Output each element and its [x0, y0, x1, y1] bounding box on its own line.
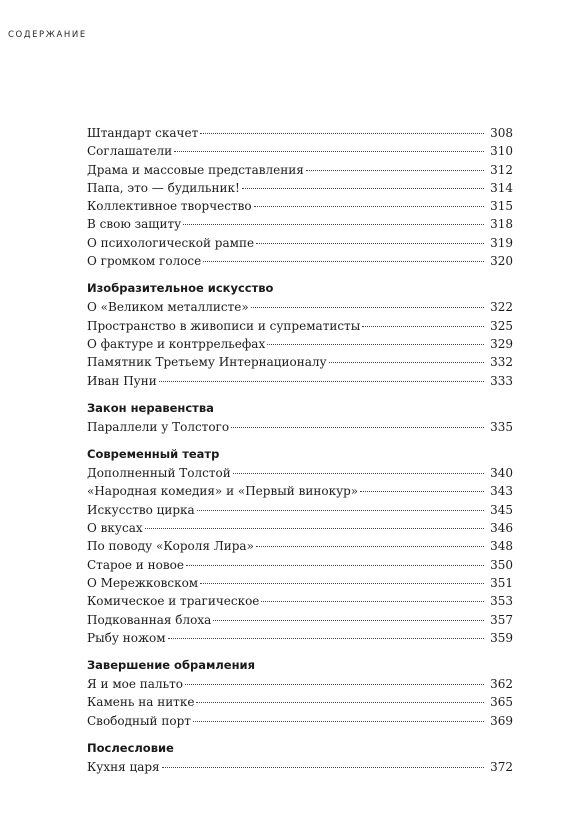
page-number: 333	[490, 373, 513, 388]
dot-leader	[233, 473, 484, 474]
dot-leader	[254, 206, 485, 207]
entry-title: Папа, это — будильник!	[87, 180, 240, 195]
toc-section	[87, 656, 513, 730]
dot-leader	[174, 151, 484, 152]
entry-title: Коллективное творчество	[87, 199, 252, 214]
entry-title: Памятник Третьему Интернационалу	[87, 355, 327, 370]
dot-leader	[329, 362, 485, 363]
entry-title: Соглашатели	[87, 144, 173, 159]
page-number: 315	[490, 199, 513, 214]
dot-leader	[362, 326, 484, 327]
dot-leader	[200, 583, 484, 584]
section-heading: Закон неравенства	[87, 400, 214, 415]
entry-title: Иван Пуни	[87, 373, 157, 388]
dot-leader	[196, 702, 484, 703]
dot-leader	[203, 261, 484, 262]
dot-leader	[185, 684, 484, 685]
page-number: 310	[490, 144, 513, 159]
toc-entry[interactable]	[87, 629, 513, 647]
toc-entry[interactable]	[87, 252, 513, 270]
toc-entry[interactable]	[87, 298, 513, 316]
toc-entry[interactable]	[87, 574, 513, 592]
toc-entry[interactable]	[87, 142, 513, 160]
entry-title: Рыбу ножом	[87, 630, 166, 645]
entry-list	[87, 675, 513, 730]
page-number: 359	[490, 630, 513, 645]
toc-entry[interactable]	[87, 179, 513, 197]
section-heading: Изобразительное искусство	[87, 281, 274, 296]
page-number: 343	[490, 484, 513, 499]
entry-title: О психологической рампе	[87, 235, 255, 250]
dot-leader	[183, 224, 484, 225]
entry-title: «Народная комедия» и «Первый винокур»	[87, 484, 359, 499]
entry-title: В свою защиту	[87, 217, 182, 232]
entry-list	[87, 124, 513, 270]
entry-title: Комическое и трагическое	[87, 594, 260, 609]
toc-entry[interactable]	[87, 592, 513, 610]
entry-list	[87, 298, 513, 389]
toc-entry[interactable]	[87, 464, 513, 482]
entry-title: Свободный порт	[87, 713, 191, 728]
page-number: 372	[490, 760, 513, 775]
entry-title: О фактуре и контррельефах	[87, 336, 266, 351]
entry-title: Дополненный Толстой	[87, 466, 231, 481]
page-number: 319	[490, 235, 513, 250]
dot-leader	[261, 601, 484, 602]
page-number: 308	[490, 126, 513, 140]
entry-list	[87, 418, 513, 436]
dot-leader	[145, 528, 484, 529]
page-number: 329	[490, 336, 513, 351]
entry-list	[87, 758, 513, 776]
dot-leader	[159, 381, 484, 382]
entry-title: Кухня царя	[87, 760, 160, 775]
toc-entry[interactable]	[87, 501, 513, 519]
page-number: 369	[490, 713, 513, 728]
entry-title: О вкусах	[87, 521, 143, 536]
entry-title: О громком голосе	[87, 254, 202, 269]
page-number: 340	[490, 466, 513, 481]
running-head: СОДЕРЖАНИЕ	[8, 30, 87, 40]
entry-title: О Мережковском	[87, 575, 199, 590]
dot-leader	[242, 188, 484, 189]
toc-section	[87, 399, 513, 436]
entry-list	[87, 464, 513, 647]
dot-leader	[200, 133, 484, 134]
page-number: 353	[490, 594, 513, 609]
dot-leader	[251, 307, 484, 308]
page-number: 362	[490, 677, 513, 692]
toc-entry[interactable]	[87, 675, 513, 693]
page-number: 314	[490, 180, 513, 195]
dot-leader	[213, 620, 484, 621]
toc-section	[87, 739, 513, 776]
toc-section	[87, 124, 513, 270]
page-number: 312	[490, 162, 513, 177]
dot-leader	[360, 491, 484, 492]
dot-leader	[197, 510, 484, 511]
page-number: 357	[490, 612, 513, 627]
toc-entry[interactable]	[87, 197, 513, 215]
toc-entry[interactable]	[87, 611, 513, 629]
dot-leader	[168, 638, 485, 639]
toc-entry[interactable]	[87, 693, 513, 711]
dot-leader	[186, 565, 484, 566]
toc-entry[interactable]	[87, 161, 513, 179]
toc-entry[interactable]	[87, 418, 513, 436]
toc-entry[interactable]	[87, 758, 513, 776]
entry-title: Пространство в живописи и супрематисты	[87, 318, 361, 333]
dot-leader	[231, 427, 484, 428]
toc-entry[interactable]	[87, 124, 513, 142]
toc-entry[interactable]	[87, 215, 513, 233]
dot-leader	[306, 170, 484, 171]
toc-entry[interactable]	[87, 353, 513, 371]
dot-leader	[162, 767, 484, 768]
toc-entry[interactable]	[87, 712, 513, 730]
toc-section	[87, 445, 513, 647]
entry-title: Старое и новое	[87, 557, 184, 572]
toc-entry[interactable]	[87, 482, 513, 500]
toc-entry[interactable]	[87, 234, 513, 252]
page-number: 322	[490, 300, 513, 315]
toc-entry[interactable]	[87, 519, 513, 537]
dot-leader	[256, 243, 484, 244]
section-heading: Современный театр	[87, 447, 220, 462]
dot-leader	[256, 546, 484, 547]
page-number: 365	[490, 695, 513, 710]
page-number: 335	[490, 419, 513, 434]
page-number: 318	[490, 217, 513, 232]
entry-title: Штандарт скачет	[87, 126, 199, 140]
entry-title: Я и мое пальто	[87, 677, 183, 692]
page-number: 345	[490, 502, 513, 517]
entry-title: Драма и массовые представления	[87, 162, 304, 177]
toc-section	[87, 279, 513, 389]
entry-title: Искусство цирка	[87, 502, 195, 517]
toc-entry[interactable]	[87, 556, 513, 574]
toc-entry[interactable]	[87, 335, 513, 353]
page-number: 348	[490, 539, 513, 554]
toc-entry[interactable]	[87, 372, 513, 390]
entry-title: По поводу «Короля Лира»	[87, 539, 254, 554]
entry-title: Камень на нитке	[87, 695, 195, 710]
section-heading: Послесловие	[87, 741, 174, 756]
entry-title: Подкованная блоха	[87, 612, 212, 627]
dot-leader	[267, 344, 484, 345]
section-heading: Завершение обрамления	[87, 658, 255, 673]
page-number: 350	[490, 557, 513, 572]
page-number: 332	[490, 355, 513, 370]
toc-entry[interactable]	[87, 537, 513, 555]
page-number: 320	[490, 254, 513, 269]
toc-entry[interactable]	[87, 317, 513, 335]
entry-title: Параллели у Толстого	[87, 419, 230, 434]
page-number: 351	[490, 575, 513, 590]
entry-title: О «Великом металлисте»	[87, 300, 249, 315]
dot-leader	[193, 721, 484, 722]
page-number: 325	[490, 318, 513, 333]
table-of-contents	[87, 124, 513, 776]
page-number: 346	[490, 521, 513, 536]
